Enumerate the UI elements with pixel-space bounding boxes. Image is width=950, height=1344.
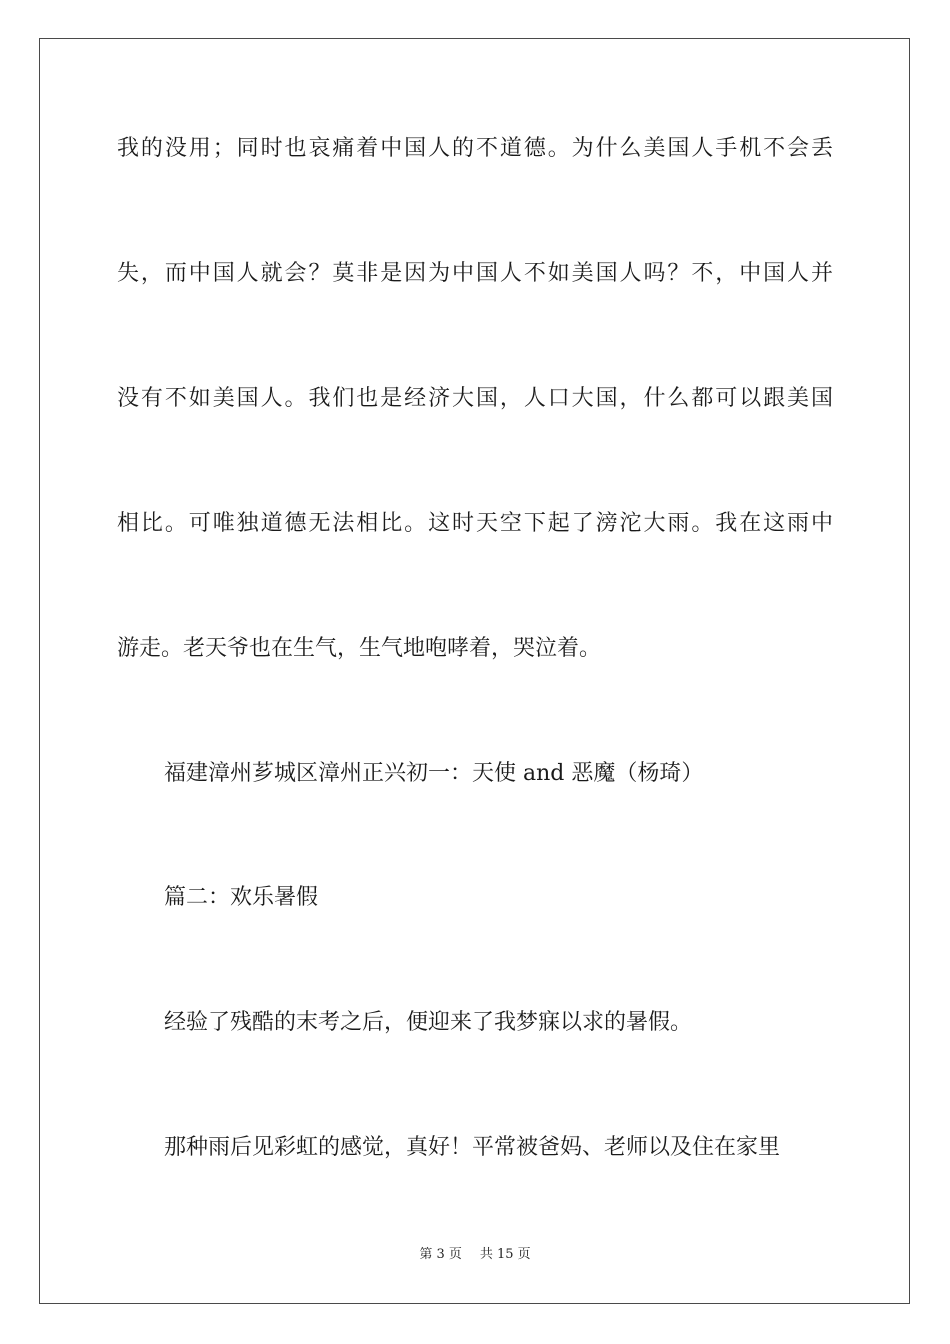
body-text-line: 失，而中国人就会？莫非是因为中国人不如美国人吗？不，中国人并 (117, 261, 833, 286)
body-text-line: 我的没用；同时也哀痛着中国人的不道德。为什么美国人手机不会丢 (117, 136, 833, 161)
page-number: 第 3 页 (419, 1247, 462, 1262)
total-pages: 共 15 页 (479, 1247, 531, 1262)
body-text-line: 没有不如美国人。我们也是经济大国，人口大国，什么都可以跟美国 (117, 386, 833, 411)
section-heading: 篇二：欢乐暑假 (164, 885, 319, 910)
body-text-line: 那种雨后见彩虹的感觉，真好！平常被爸妈、老师以及住在家里 (164, 1135, 781, 1160)
page-footer (0, 1246, 950, 1264)
author-attribution: 福建漳州芗城区漳州正兴初一：天使 and 恶魔（杨琦） (164, 761, 704, 786)
body-text-line: 相比。可唯独道德无法相比。这时天空下起了滂沱大雨。我在这雨中 (117, 511, 833, 536)
body-text-line: 经验了残酷的末考之后，便迎来了我梦寐以求的暑假。 (164, 1010, 693, 1035)
body-text-line: 游走。老天爷也在生气，生气地咆哮着，哭泣着。 (117, 636, 602, 661)
page-border (39, 38, 910, 1304)
